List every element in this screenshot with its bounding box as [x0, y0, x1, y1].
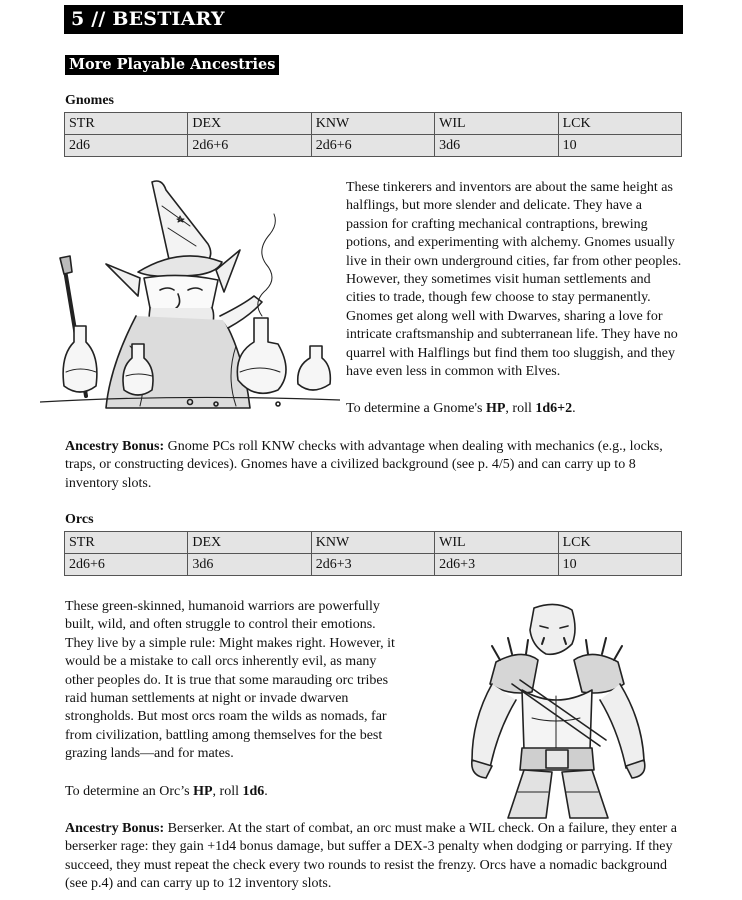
gnomes-heading: Gnomes — [65, 93, 114, 108]
orcs-heading: Orcs — [65, 512, 94, 527]
stat-header: DEX — [188, 532, 311, 554]
chapter-header — [64, 5, 683, 34]
ancestry-bonus-text: Berserker. At the start of combat, an orc must make a WIL check. On a failure, they enter a berserker rage: they gain +1d4 bonus damage, but suffer a DEX-3 penalty when dodging or parrying. If they succeed, they must repeat the check every two rounds to resist the frenzy. Orcs have a nomadic background (see p.4) and can carry up to 12 inventory slots. — [65, 821, 677, 892]
stat-header-row — [65, 113, 682, 135]
stat-header: STR — [65, 113, 188, 135]
stat-value: 2d6 — [65, 135, 188, 157]
stat-header: KNW — [311, 113, 434, 135]
orcs-description: These green-skinned, humanoid warriors are powerfully built, wild, and often struggle to control their emotions. They live by a simple rule: Might makes right. However, it would be a mistake to call orcs inherently evil, as many other peoples do. It is true that some marauding orc tribes raid human settlements at night or invade dwarven strongholds. But most orcs roam the wilds as nomads, far from civilization, battling among themselves for the best grazing lands—and for mates. — [65, 599, 395, 762]
stat-value: 10 — [558, 554, 681, 576]
hp-line-prefix: To determine a Gnome's — [346, 401, 486, 416]
stat-value: 2d6+6 — [188, 135, 311, 157]
stat-value-row — [65, 135, 682, 157]
stat-header: LCK — [558, 113, 681, 135]
ancestry-bonus-label: Ancestry Bonus: — [65, 439, 165, 454]
stat-header-row — [65, 532, 682, 554]
stat-header: WIL — [435, 113, 558, 135]
hp-roll: 1d6 — [242, 784, 265, 799]
hp-line-suffix: . — [264, 784, 268, 799]
stat-value: 2d6+3 — [435, 554, 558, 576]
stat-value: 3d6 — [435, 135, 558, 157]
gnomes-hp-line — [346, 400, 682, 418]
gnomes-stat-table — [64, 112, 682, 157]
stat-header: KNW — [311, 532, 434, 554]
gnome-alchemist-illustration — [40, 176, 340, 412]
stat-value: 3d6 — [188, 554, 311, 576]
hp-line-middle: , roll — [505, 401, 536, 416]
ancestry-bonus-label: Ancestry Bonus: — [65, 821, 165, 836]
chapter-title: 5 // BESTIARY — [71, 8, 225, 30]
gnomes-description: These tinkerers and inventors are about the same height as halflings, but more slender and delicate. They have a passion for crafting mechanical contraptions, brewing potions, and experimenting with alchemy. Gnomes usually live in their own underground cities, far from other peoples. However, they sometimes visit human settlements and cities to trade, though few choose to stay permanently. Gnomes get along well with Dwarves, sharing a love for intricate craftsmanship and subterranean life. They have no quarrel with Halflings but find them too sluggish, and they have even less in common with Elves. — [346, 180, 682, 380]
orc-warrior-illustration — [442, 600, 670, 822]
stat-header: DEX — [188, 113, 311, 135]
stat-header: LCK — [558, 532, 681, 554]
hp-line-middle: , roll — [212, 784, 243, 799]
hp-label: HP — [485, 401, 506, 416]
ancestry-bonus-text: Gnome PCs roll KNW checks with advantage when dealing with mechanics (e.g., locks, traps, or constructing devices). Gnomes have a civilized background (see p. 4/5) and can carry up to 8 inventory slots. — [65, 439, 663, 491]
stat-value: 2d6+3 — [311, 554, 434, 576]
hp-roll: 1d6+2 — [535, 401, 573, 416]
hp-line-prefix: To determine an Orc’s — [65, 784, 194, 799]
stat-header: WIL — [435, 532, 558, 554]
hp-label: HP — [193, 784, 213, 799]
section-title: More Playable Ancestries — [65, 55, 279, 75]
orcs-stat-table — [64, 531, 682, 576]
stat-value: 2d6+6 — [311, 135, 434, 157]
stat-header: STR — [65, 532, 188, 554]
stat-value: 10 — [558, 135, 681, 157]
hp-line-suffix: . — [572, 401, 576, 416]
stat-value: 2d6+6 — [65, 554, 188, 576]
gnomes-ancestry-bonus — [65, 438, 677, 493]
stat-value-row — [65, 554, 682, 576]
orcs-hp-line — [65, 783, 400, 801]
orcs-ancestry-bonus — [65, 820, 685, 894]
